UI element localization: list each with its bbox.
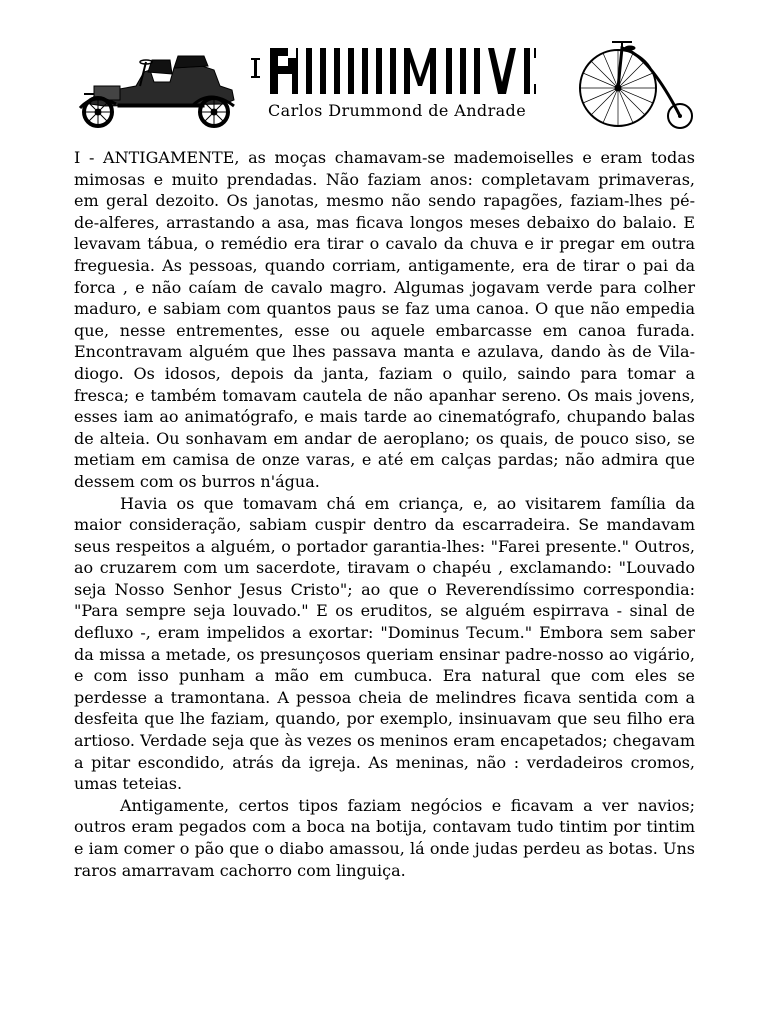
stylized-title <box>248 44 540 96</box>
vintage-car-icon <box>74 52 242 128</box>
paragraph: Havia os que tomavam chá em criança, e, ao visitarem família da maior consideração, sabiam cuspir dentro da escarradeira. Se mandavam seus respeitos a alguém, o portador garantia-lhes: "Farei presente." Outros, ao cruzarem com um sacerdote, tiravam o chapéu , exclamando: "Louvado seja Nosso Senhor Jesus Cristo"; ao que o Reverendíssimo correspondia: "Para sempre seja louvado." E os eruditos, se alguém espirrava - sinal de defluxo -, eram impelidos a exortar: "Dominus Tecum." Embora sem saber da missa a metade, os presunçosos queriam ensinar padre-nosso ao vigário, e com isso punham a mão em cumbuca. Era natural que com eles se perdesse a tramontana. A pessoa cheia de melindres ficava sentida com a desfeita que lhe faziam, quando, por exemplo, insinuavam que seu filho era artioso. Verdade seja que às vezes os meninos eram encapetados; chegavam a pitar escondido, atrás da igreja. As meninas, não : verdadeiros cromos, umas teteias. <box>74 493 695 794</box>
author-name: Carlos Drummond de Andrade <box>268 101 527 120</box>
barcode-style-title-icon <box>248 44 540 96</box>
penny-farthing-bicycle-icon <box>578 34 694 130</box>
article-body <box>74 147 695 881</box>
paragraph: Antigamente, certos tipos faziam negócios e ficavam a ver navios; outros eram pegados com a boca na botija, contavam tudo tintim por tintim e iam comer o pão que o diabo amassou, lá onde judas perdeu as botas. Uns raros amarravam cachorro com linguiça. <box>74 795 695 880</box>
page-header <box>0 0 768 140</box>
paragraph: I - ANTIGAMENTE, as moças chamavam-se mademoiselles e eram todas mimosas e muito prendadas. Não faziam anos: completavam primaveras, em geral dezoito. Os janotas, mesmo não sendo rapagões, faziam-lhes pé-de-alferes, arrastando a asa, mas ficava longos meses debaixo do balaio. E levavam tábua, o remédio era tirar o cavalo da chuva e ir pregar em outra freguesia. As pessoas, quando corriam, antigamente, era de tirar o pai da forca , e não caíam de cavalo magro. Algumas jogavam verde para colher maduro, e sabiam com quantos paus se faz uma canoa. O que não empedia que, nesse entrementes, esse ou aquele embarcasse em canoa furada. Encontravam alguém que lhes passava manta e azulava, dando às de Vila-diogo. Os idosos, depois da janta, faziam o quilo, saindo para tomar a fresca; e também tomavam cautela de não apanhar sereno. Os mais jovens, esses iam ao animatógrafo, e mais tarde ao cinematógrafo, chupando balas de alteia. Ou sonhavam em andar de aeroplano; os quais, de pouco siso, se metiam em camisa de onze varas, e até em calças pardas; não admira que dessem com os burros n'água. <box>74 148 695 491</box>
